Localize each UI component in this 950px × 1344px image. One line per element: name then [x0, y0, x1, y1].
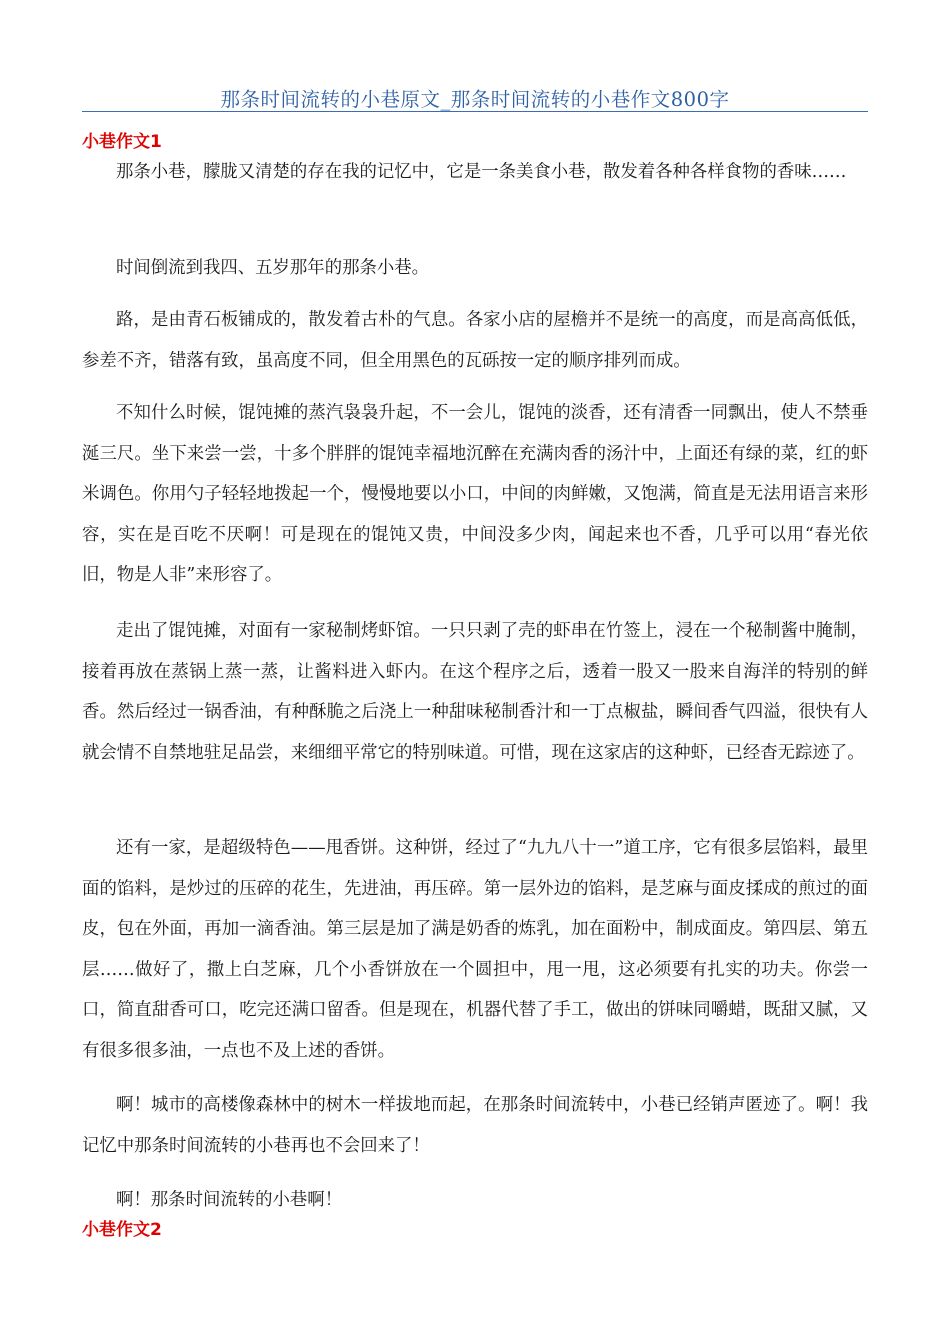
title-divider: [82, 111, 868, 112]
paragraph: 走出了馄饨摊，对面有一家秘制烤虾馆。一只只剥了壳的虾串在竹签上，浸在一个秘制酱中腌制，接着再放在蒸锅上蒸一蒸，让酱料进入虾内。在这个程序之后，透着一股又一股来自海洋的特别的鲜香。然后经过一锅香油，有种酥脆之后浇上一种甜味秘制香汁和一丁点椒盐，瞬间香气四溢，很快有人就会情不自禁地驻足品尝，来细细平常它的特别味道。可惜，现在这家店的这种虾，已经杳无踪迹了。: [82, 621, 868, 763]
paragraph: 不知什么时候，馄饨摊的蒸汽袅袅升起，不一会儿，馄饨的淡香，还有清香一同飘出，使人不禁垂涎三尺。坐下来尝一尝，十多个胖胖的馄饨幸福地沉醉在充满肉香的汤汁中，上面还有绿的菜，红的虾米调色。你用勺子轻轻地拨起一个，慢慢地要以小口，中间的肉鲜嫩，又饱满，简直是无法用语言来形容，实在是百吃不厌啊！可是现在的馄饨又贵，中间没多少肉，闻起来也不香，几乎可以用“春光依旧，物是人非”来形容了。: [82, 403, 868, 585]
paragraph: 啊！那条时间流转的小巷啊！: [116, 1190, 343, 1210]
paragraph: 啊！城市的高楼像森林中的树木一样拔地而起，在那条时间流转中，小巷已经销声匿迹了。啊！我记忆中那条时间流转的小巷再也不会回来了！: [82, 1095, 868, 1156]
document-title: 那条时间流转的小巷原文_那条时间流转的小巷作文800字: [220, 88, 730, 111]
paragraph: 时间倒流到我四、五岁那年的那条小巷。: [116, 258, 430, 278]
paragraph: 还有一家，是超级特色——甩香饼。这种饼，经过了“九九八十一”道工序，它有很多层馅料，最里面的馅料，是炒过的压碎的花生，先进油，再压碎。第一层外边的馅料，是芝麻与面皮揉成的煎过的面皮，包在外面，再加一滴香油。第三层是加了满是奶香的炼乳，加在面粉中，制成面皮。第四层、第五层……做好了，撒上白芝麻，几个小香饼放在一个圆担中，甩一甩，这必须要有扎实的功夫。你尝一口，简直甜香可口，吃完还满口留香。但是现在，机器代替了手工，做出的饼味同嚼蜡，既甜又腻，又有很多很多油，一点也不及上述的香饼。: [82, 838, 868, 1061]
section-heading-1: 小巷作文1: [82, 132, 162, 152]
paragraph: 那条小巷，朦胧又清楚的存在我的记忆中，它是一条美食小巷，散发着各种各样食物的香味……: [116, 162, 847, 182]
section-heading-2: 小巷作文2: [82, 1220, 162, 1240]
paragraph: 路，是由青石板铺成的，散发着古朴的气息。各家小店的屋檐并不是统一的高度，而是高高低低，参差不齐，错落有致，虽高度不同，但全用黑色的瓦砾按一定的顺序排列而成。: [82, 310, 868, 371]
